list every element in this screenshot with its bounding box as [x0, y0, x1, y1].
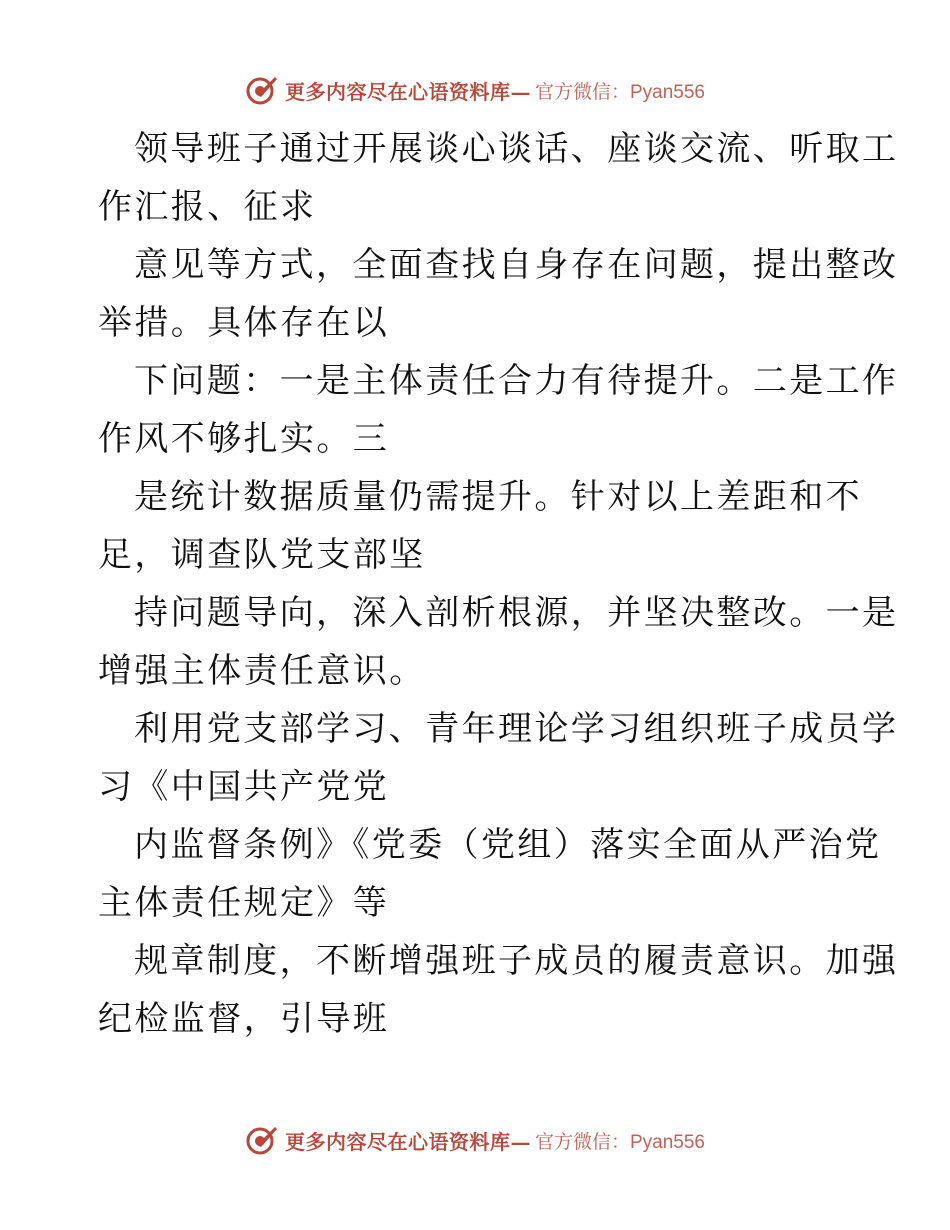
text-line: 作风不够扎实。三: [98, 419, 390, 459]
document-body: [98, 120, 899, 1048]
text-line: 主体责任规定》等: [98, 883, 390, 923]
quill-logo-icon: [245, 73, 279, 107]
text-line: 增强主体责任意识。: [98, 651, 426, 691]
text-line: 纪检监督，引导班: [98, 999, 390, 1039]
text-line: 举措。具体存在以: [98, 303, 390, 343]
text-line: 利用党支部学习、青年理论学习组织班子成员学: [134, 709, 899, 749]
footer-banner: [0, 1120, 950, 1160]
quill-logo-icon: [245, 1123, 279, 1157]
text-line: 下问题：一是主体责任合力有待提升。二是工作: [134, 361, 899, 401]
text-line: 足，调查队党支部坚: [98, 535, 426, 575]
text-line: 作汇报、征求: [98, 187, 317, 227]
text-line: 是统计数据质量仍需提升。针对以上差距和不: [134, 477, 862, 517]
text-line: 规章制度，不断增强班子成员的履责意识。加强: [134, 941, 899, 981]
header-banner: [0, 70, 950, 110]
text-line: 领导班子通过开展谈心谈话、座谈交流、听取工: [134, 129, 899, 169]
text-line: 内监督条例》《党委（党组）落实全面从严治党: [134, 825, 882, 865]
wechat-text: 官方微信：Pyan556: [534, 81, 705, 103]
text-line: 习《中国共产党党: [98, 767, 390, 807]
text-line: 意见等方式，全面查找自身存在问题，提出整改: [134, 245, 899, 285]
wechat-text: 官方微信：Pyan556: [534, 1131, 705, 1153]
banner-text: 更多内容尽在心语资料库—: [284, 79, 531, 104]
text-line: 持问题导向，深入剖析根源，并坚决整改。一是: [134, 593, 899, 633]
banner-text: 更多内容尽在心语资料库—: [284, 1129, 531, 1154]
